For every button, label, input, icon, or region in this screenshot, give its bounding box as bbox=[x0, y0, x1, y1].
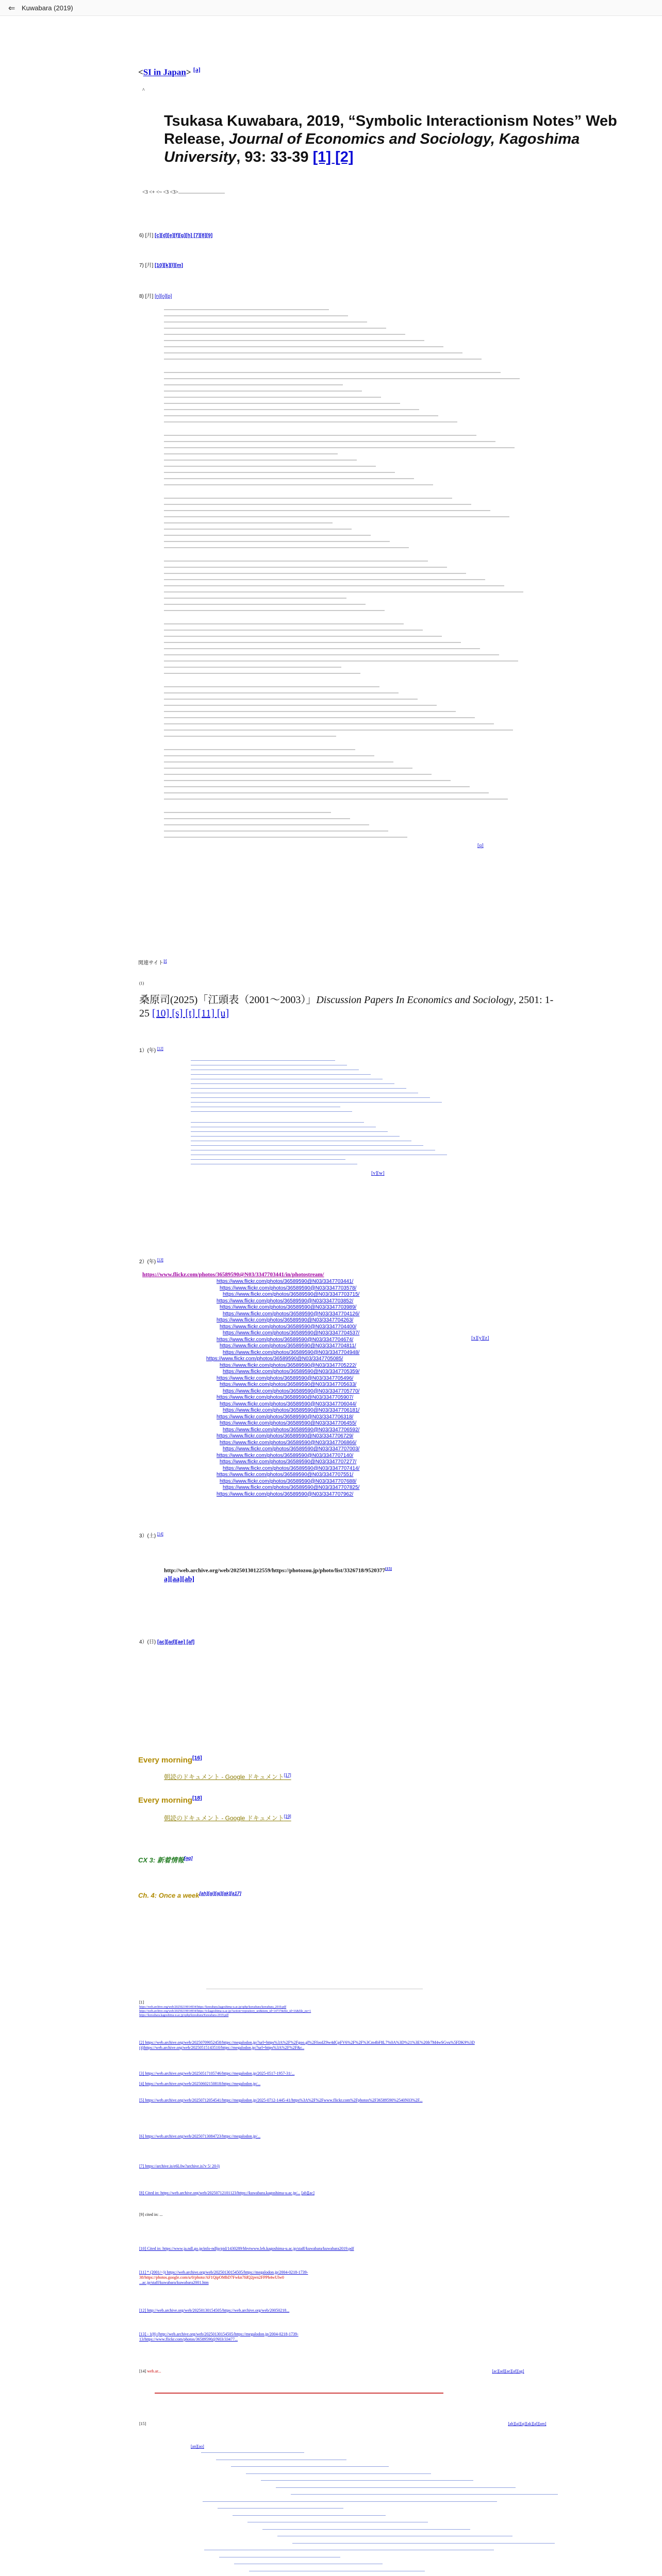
text-line bbox=[164, 579, 485, 580]
photo-link[interactable]: https://www.flickr.com/photos/36589590@N03/3347707551/ bbox=[217, 1472, 354, 1478]
list3-url[interactable]: http://web.archive.org/web/20250130122559/https://photozou.jp/photo/list/3326718/9520377[15] bbox=[164, 1566, 392, 1574]
photo-link[interactable]: https://www.flickr.com/photos/36589590@N03/3347707825/ bbox=[223, 1485, 360, 1490]
photo-link[interactable]: https://www.flickr.com/photos/36589590@N03/3347705222/ bbox=[220, 1362, 357, 1368]
photo-link[interactable]: https://www.flickr.com/photos/36589590@N03/3347703715/ bbox=[223, 1292, 360, 1297]
photo-link[interactable]: https://www.flickr.com/photos/36589590@N03/3347705770/ bbox=[223, 1388, 360, 1394]
footnote-14: [14] web.ar... [ac][ad][ae][af][ag] bbox=[139, 2369, 524, 2374]
text-line bbox=[164, 359, 482, 360]
link-line[interactable] bbox=[191, 1159, 345, 1160]
text-line bbox=[164, 484, 433, 485]
footnote-4[interactable]: [4] https://web.archive.org/web/20250602150818/https://megalodon.jp/... bbox=[139, 2081, 261, 2086]
photo-link[interactable]: https://www.flickr.com/photos/36589590@N03/3347707962/ bbox=[217, 1491, 354, 1497]
photo-link[interactable]: https://www.flickr.com/photos/36589590@N03/3347704400/ bbox=[220, 1324, 357, 1330]
page-title: Tsukasa Kuwabara, 2019, “Symbolic Interactionism Notes” Web Release, Journal of Economics and Sociology, Kagoshima University, 93: 33-39 [1] [2] bbox=[164, 113, 617, 165]
photo-link[interactable]: https://www.flickr.com/photos/36589590@N03/3347707277/ bbox=[220, 1459, 357, 1465]
photo-link[interactable]: https://www.flickr.com/photos/36589590@N03/3347705633/ bbox=[220, 1382, 357, 1387]
text-line bbox=[164, 673, 360, 674]
text-line bbox=[164, 749, 355, 750]
text-line bbox=[164, 460, 357, 461]
text-line bbox=[164, 510, 490, 511]
text-line bbox=[164, 567, 447, 568]
photo-link[interactable]: https://www.flickr.com/photos/36589590@N03/3347706455/ bbox=[220, 1420, 357, 1426]
photo-link[interactable]: https://www.flickr.com/photos/36589590@N03/3347704263/ bbox=[217, 1317, 354, 1323]
related-heading: 関連サイト[r] bbox=[138, 959, 167, 966]
photo-link[interactable]: https://www.flickr.com/photos/36589590@N03/3347703852/ bbox=[217, 1298, 354, 1304]
photo-link[interactable]: https://www.flickr.com/photos/36589590@N03/3347703989/ bbox=[220, 1304, 357, 1310]
text-line bbox=[164, 667, 341, 668]
text-line bbox=[164, 730, 513, 731]
text-line bbox=[164, 504, 471, 505]
text-line bbox=[164, 409, 419, 410]
text-line bbox=[164, 472, 395, 473]
text-line bbox=[164, 403, 400, 404]
section-8: 8) [月] [n][o][p] bbox=[139, 294, 172, 299]
text-line bbox=[164, 792, 489, 793]
text-line bbox=[164, 623, 404, 624]
photo-link[interactable]: https://www.flickr.com/photos/36589590@N03/3347707414/ bbox=[223, 1465, 360, 1471]
list2-heading: 2）(年) [13] bbox=[139, 1258, 163, 1265]
photo-link[interactable]: https://www.flickr.com/photos/36589590@N03/3347707688/ bbox=[220, 1478, 357, 1484]
photo-link[interactable]: https://www.flickr.com/photos/36589590@N03/3347705496/ bbox=[217, 1375, 354, 1381]
text-line bbox=[164, 352, 462, 353]
photo-link[interactable]: https://www.flickr.com/photos/36589590@N03/3347707003/ bbox=[223, 1446, 360, 1452]
text-line bbox=[164, 585, 504, 586]
text-line bbox=[164, 315, 348, 316]
link-line[interactable] bbox=[246, 2473, 431, 2474]
cx-label: CX 3: 新着情報[ag] bbox=[138, 1855, 193, 1864]
photo-link[interactable]: https://www.flickr.com/photos/36589590@N03/3347704126/ bbox=[223, 1311, 360, 1317]
footnote-5[interactable]: [5] https://web.archive.org/web/20250712054541/https://megalodon.jp/2025-0712-1445-41/https%3A%2F%2Fwww.flickr.com%2Fphotos%2F36589590%2540N03%2F... bbox=[139, 2098, 423, 2103]
text-line bbox=[164, 415, 438, 416]
footnote-3[interactable]: [3] https://web.archive.org/web/20250517105746/https://megalodon.jp/2025-0517-1957-31/... bbox=[139, 2071, 295, 2076]
text-line bbox=[164, 447, 515, 448]
photo-link[interactable]: https://www.flickr.com/photos/36589590@N03/3347704811/ bbox=[220, 1343, 356, 1349]
text-line bbox=[164, 711, 456, 712]
text-line bbox=[164, 818, 350, 819]
footnote-7: [7] https://archive.is/e6L0w?archive.is?v 5/ 20-lj bbox=[139, 2164, 220, 2168]
section-7-links[interactable]: [10][k][l][m] bbox=[155, 263, 184, 268]
photo-link[interactable]: https://www.flickr.com/photos/36589590@N03/3347707140/ bbox=[217, 1452, 354, 1459]
section-7: 7) [月] [10][k][l][m] bbox=[139, 263, 184, 268]
text-line bbox=[164, 648, 480, 649]
text-line bbox=[164, 660, 518, 662]
link-line[interactable] bbox=[191, 1145, 423, 1146]
footnote-8: [8] Cited in: https://web.archive.org/web/20250712101123/https://kuwabara.kagoshima-u.ac.jp/... [ab][ac] bbox=[139, 2191, 315, 2195]
photo-link[interactable]: https://www.flickr.com/photos/36589590@N03/3347705359/ bbox=[223, 1369, 360, 1375]
list2-photo-links[interactable] bbox=[206, 1279, 505, 1505]
photo-link[interactable]: https://www.flickr.com/photos/36589590@N03/3347706592/ bbox=[223, 1427, 360, 1433]
section-6-links[interactable]: [c][d][e][f][g][h] [7][8][9] bbox=[155, 233, 213, 239]
photo-link[interactable]: https://www.flickr.com/photos/36589590@N03/3347706181/ bbox=[223, 1408, 360, 1413]
breadcrumb: <SI in Japan> [a] bbox=[138, 66, 201, 77]
text-line bbox=[164, 561, 428, 562]
photo-link[interactable]: https://www.flickr.com/photos/36589590@N03/3347705907/ bbox=[217, 1395, 354, 1400]
text-line bbox=[164, 573, 466, 574]
text-line bbox=[164, 397, 381, 398]
photo-link[interactable]: https://www.flickr.com/photos/36589590@N03/3347703578/ bbox=[220, 1285, 357, 1291]
text-line bbox=[164, 761, 393, 762]
text-line bbox=[164, 699, 418, 700]
text-line bbox=[164, 529, 352, 530]
morning-2-doc[interactable]: 朝読のドキュメント - Google ドキュメント[19] bbox=[164, 1814, 291, 1822]
link-line[interactable] bbox=[233, 2515, 386, 2516]
text-line bbox=[164, 686, 379, 687]
text-line bbox=[164, 723, 494, 724]
text-line bbox=[164, 453, 338, 454]
text-line bbox=[164, 421, 457, 422]
morning-1-doc[interactable]: 朝読のドキュメント - Google ドキュメント[17] bbox=[164, 1772, 291, 1781]
header-nav[interactable]: <3 <+ <~ <3 <3> bbox=[142, 190, 178, 195]
link-line[interactable] bbox=[191, 1136, 400, 1137]
section-8-end-ref[interactable]: [q] bbox=[477, 843, 484, 849]
related-citation-refs[interactable]: [10] [s] [t] [11] [u] bbox=[152, 1008, 229, 1019]
text-line bbox=[164, 831, 388, 832]
link-line[interactable] bbox=[191, 1074, 371, 1075]
text-line bbox=[164, 541, 390, 542]
breadcrumb-ref[interactable]: [a] bbox=[193, 66, 201, 73]
list2-head-link[interactable]: https://www.flickr.com/photos/36589590@N03/3347703441/in/photostream/ bbox=[142, 1272, 324, 1278]
link-line[interactable] bbox=[191, 1088, 406, 1089]
text-line bbox=[164, 768, 412, 769]
text-line bbox=[164, 705, 437, 706]
footnote-15-links[interactable] bbox=[170, 2452, 541, 2576]
link-line[interactable] bbox=[191, 1060, 335, 1061]
text-line bbox=[164, 799, 508, 800]
text-line bbox=[164, 346, 443, 347]
link-line[interactable] bbox=[191, 1111, 352, 1112]
text-line bbox=[164, 535, 371, 536]
text-line bbox=[164, 340, 424, 341]
text-line bbox=[164, 372, 501, 373]
list3-refs[interactable]: a][aa][ab] bbox=[164, 1575, 195, 1583]
breadcrumb-link[interactable]: SI in Japan bbox=[143, 67, 186, 77]
list2-side-ref[interactable]: [x][y][z] bbox=[471, 1335, 489, 1341]
text-line bbox=[164, 591, 523, 592]
text-line bbox=[164, 636, 442, 637]
link-line[interactable] bbox=[231, 2466, 389, 2467]
text-line bbox=[164, 478, 414, 479]
red-link-line[interactable] bbox=[155, 2393, 443, 2394]
text-line bbox=[164, 321, 367, 323]
link-line[interactable] bbox=[191, 1083, 394, 1084]
list1-heading: 1）(年) [12] bbox=[139, 1047, 163, 1054]
text-line bbox=[164, 824, 369, 825]
text-line bbox=[164, 692, 399, 693]
link-line[interactable] bbox=[276, 2487, 516, 2488]
list3-heading: 3）(土) [14] bbox=[139, 1532, 163, 1539]
link-line[interactable] bbox=[203, 2501, 497, 2502]
text-line bbox=[164, 309, 329, 310]
text-line bbox=[164, 774, 432, 775]
footnote-6[interactable]: [6] https://web.archive.org/web/20250713084723/https://megalodon.jp/... bbox=[139, 2134, 261, 2139]
link-line[interactable] bbox=[191, 1131, 388, 1132]
morning-1-label: Every morning[16] bbox=[138, 1755, 202, 1765]
footnote-15: [15] [ah][ai][aj][ak][al][am] bbox=[139, 2421, 547, 2426]
text-line bbox=[164, 598, 346, 599]
text-line bbox=[164, 654, 499, 655]
footnote-1: [1] https://web.archive.org/web/20250219014934/https://kuwabara.kagoshima-u.ac.jp/sphp/kuwabara/kuwabara_2019.pdf https://web.archive.org/web/20250219014934/https://ir.kagoshima-u.ac.jp/?action=repository_uri&item_id=14737&file_id=16&file_no=1 https://kuwabara.kagoshima-u.ac.jp/sphp/kuwabara/Kuwabara-2019.pdf bbox=[139, 2000, 311, 2017]
text-line bbox=[164, 642, 461, 643]
window-title: Kuwabara (2019) bbox=[22, 4, 73, 12]
text-line bbox=[164, 547, 409, 548]
back-arrow-icon[interactable]: ⇐ bbox=[8, 4, 15, 13]
link-line[interactable] bbox=[292, 2543, 555, 2544]
section-8-links[interactable]: [n][o][p] bbox=[155, 294, 172, 299]
link-line[interactable] bbox=[218, 2508, 343, 2509]
footnote-2: [2] https://web.archive.org/web/20250709052458/https://megalodon.jp/?url=https%3A%2F%2Fgoo.gl%2FfooIZ9w4dGpFV6%2F%2F%3Cm4bF8L7%0A%3D%21%3E%20fr7M4wSGvu%5FDK9%3D (4)https://web.archive.org/web/20250515143510/https://megalodon.jp/?url=https%3A%2F%2F&c.. bbox=[139, 2040, 475, 2050]
photo-link[interactable]: https://www.flickr.com/photos/36589590@N03/3347705085/ bbox=[206, 1356, 343, 1362]
text-line bbox=[164, 378, 520, 379]
photo-link[interactable]: https://www.flickr.com/photos/36589590@N03/3347706866/ bbox=[220, 1439, 357, 1446]
text-line bbox=[164, 498, 452, 499]
morning-2-label: Every morning[18] bbox=[138, 1795, 202, 1805]
photo-link[interactable]: https://www.flickr.com/photos/36589590@N03/3347706318/ bbox=[217, 1414, 354, 1420]
photo-link[interactable]: https://www.flickr.com/photos/36589590@N03/3347704537/ bbox=[223, 1330, 360, 1336]
text-line bbox=[164, 630, 423, 631]
text-line bbox=[164, 717, 475, 718]
section-8-body bbox=[164, 309, 525, 845]
window-titlebar bbox=[0, 0, 662, 16]
ch-label: Ch. 4: Once a week[ah][ai][aj][ak][a17] bbox=[138, 1891, 241, 1900]
photo-link[interactable]: https://www.flickr.com/photos/36589590@N03/3347704674/ bbox=[217, 1336, 354, 1343]
photo-link[interactable]: https://www.flickr.com/photos/36589590@N03/3347706044/ bbox=[220, 1401, 357, 1407]
link-line[interactable] bbox=[291, 2494, 558, 2495]
text-line bbox=[164, 435, 476, 436]
footnote-15-b[interactable]: [an][ao] bbox=[191, 2444, 204, 2449]
text-line bbox=[164, 334, 405, 335]
text-line bbox=[164, 441, 495, 442]
related-note: (1) bbox=[139, 981, 144, 986]
link-line[interactable] bbox=[201, 2452, 304, 2453]
title-refs[interactable]: [1] [2] bbox=[312, 149, 354, 165]
footnote-13: [13] - 1(8) (http://web.archive.org/web/20250130154505/https://megalodon.jp/2004-0218-1739- 13/https://www.flickr.com/photos/36589590@N03/33477... bbox=[139, 2332, 299, 2342]
footnote-9: [9] cited in: ... bbox=[139, 2212, 163, 2217]
footnote-11: [11] * (2001/~)) https://web.archive.org/web/20250130154505/https://megalodon.jp/2004-0218-1739- 38/https://photos.google.com/u/0/photo/AF1QipOMbD7Fwkn7fdQ2pvn2FPPh4wUlw0 ...ac.jp/staff/kuwabara/kuwabara2001.htm bbox=[139, 2270, 308, 2285]
list1-links[interactable] bbox=[191, 1060, 459, 1174]
text-line bbox=[164, 328, 386, 329]
link-line[interactable] bbox=[261, 2480, 473, 2481]
text-line bbox=[164, 736, 336, 737]
related-citation: 桑原司(2025)「江頭表（2001〜2003）」Discussion Papers In Economics and Sociology, 2501: 1-25 [10] [s] [t] [11] [u] bbox=[139, 994, 554, 1019]
corner-mark: ^ bbox=[142, 88, 145, 93]
link-line[interactable] bbox=[191, 1097, 430, 1098]
footnote-10[interactable]: [10] Cited in: https://www.ja.ndl.go.jp/info-ndljp/pid/1430289/hbvtwww.leh.kagoshima-u.ac.jp/staff/kuwabara/kuwabara2019.pdf bbox=[139, 2246, 354, 2251]
text-line bbox=[164, 610, 385, 611]
photo-link[interactable]: https://www.flickr.com/photos/36589590@N03/3347704948/ bbox=[223, 1349, 360, 1355]
text-line bbox=[164, 522, 333, 523]
photo-link[interactable]: https://www.flickr.com/photos/36589590@N03/3347706729/ bbox=[217, 1433, 354, 1439]
text-line bbox=[164, 604, 366, 605]
text-line bbox=[164, 837, 407, 838]
photo-link[interactable]: https://www.flickr.com/photos/36589590@N03/3347703441/ bbox=[217, 1279, 354, 1284]
text-line bbox=[164, 391, 362, 392]
text-line bbox=[164, 780, 451, 781]
footnote-14-redline[interactable] bbox=[155, 2392, 443, 2396]
text-line bbox=[164, 755, 374, 756]
list4-heading: 4）(日) [ac][ad][ae] [af] bbox=[139, 1639, 195, 1645]
text-line bbox=[164, 384, 343, 385]
footnote-12[interactable]: [12] http://web.archive.org/web/20250130154505/https://web.archive.org/web/20050218... bbox=[139, 2308, 290, 2313]
section-6: 6) [月] [c][d][e][f][g][h] [7][8][9] bbox=[139, 233, 213, 239]
link-line[interactable] bbox=[191, 1122, 364, 1123]
text-line bbox=[164, 516, 509, 517]
list1-end-ref[interactable]: [v][w] bbox=[371, 1171, 385, 1176]
link-line[interactable] bbox=[262, 2529, 470, 2530]
text-line bbox=[164, 812, 331, 813]
text-line bbox=[164, 466, 376, 467]
text-line bbox=[164, 786, 470, 787]
link-line[interactable] bbox=[191, 1102, 442, 1103]
